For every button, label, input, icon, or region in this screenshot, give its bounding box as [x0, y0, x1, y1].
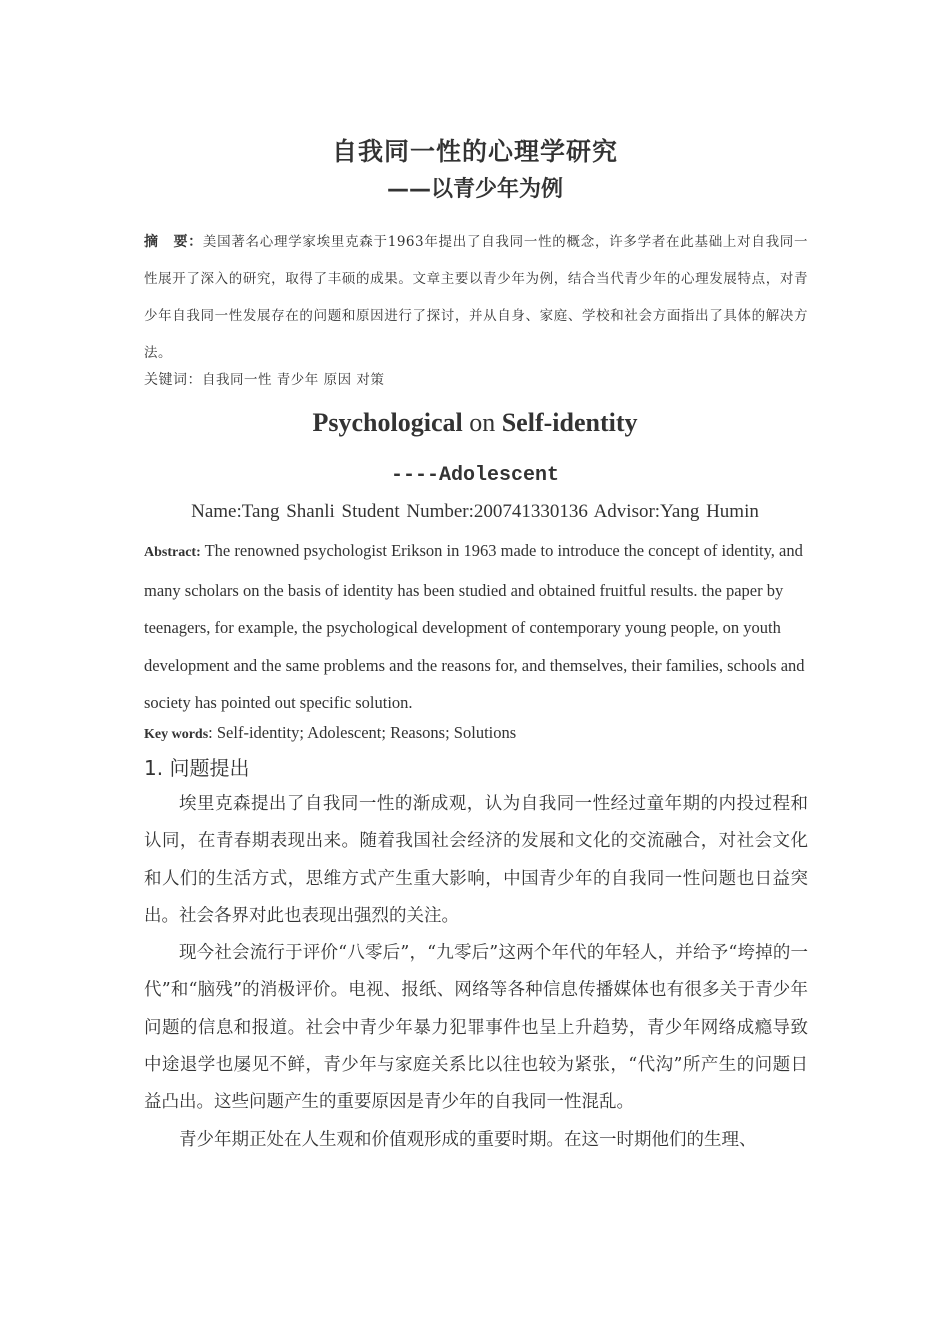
section-heading: 1. 问题提出 [144, 756, 250, 780]
english-keywords [144, 720, 808, 748]
english-subtitle: ----Adolescent [390, 464, 560, 487]
english-title-part1: Psychological [312, 408, 463, 437]
chinese-subtitle: ——以青少年为例 [386, 177, 563, 202]
chinese-abstract [144, 224, 808, 372]
chinese-abstract-label: 摘 要： [144, 234, 203, 250]
english-abstract-text: The renowned psychologist Erikson in 1963 made to introduce the concept of identity, and many scholars on the basis of identity has been studied and obtained fruitful results. the paper by teenagers, for example, the psychological development of contemporary young people, on youth development and the same problems and the reasons for, and themselves, their families, schools and society has pointed out specific solution. [144, 541, 805, 712]
body-paragraph-1: 埃里克森提出了自我同一性的渐成观，认为自我同一性经过童年期的内投过程和认同，在青春期表现出来。随着我国社会经济的发展和文化的交流融合，对社会文化和人们的生活方式，思维方式产生重大影响，中国青少年的自我同一性问题也日益突出。社会各界对此也表现出强烈的关注。 [144, 794, 808, 926]
chinese-keywords-label: 关键词： [144, 372, 202, 388]
english-title-part2: on [462, 408, 502, 437]
english-abstract [144, 532, 808, 722]
chinese-keywords [144, 366, 808, 394]
chinese-abstract-text: 美国著名心理学家埃里克森于1963年提出了自我同一性的概念，许多学者在此基础上对自我同一性展开了深入的研究，取得了丰硕的成果。文章主要以青少年为例，结合当代青少年的心理发展特点，对青少年自我同一性发展存在的问题和原因进行了探讨，并从自身、家庭、学校和社会方面指出了具体的解决方法。 [144, 234, 809, 361]
chinese-title: 自我同一性的心理学研究 [331, 137, 618, 166]
body-paragraph-3: 青少年期正处在人生观和价值观形成的重要时期。在这一时期他们的生理、 [179, 1129, 757, 1150]
english-abstract-label: Abstract: [144, 545, 201, 560]
english-title-part3: Self-identity [501, 408, 638, 437]
author-info-line: Name:Tang Shanli Student Number:200741330136 Advisor:Yang Humin [191, 501, 759, 522]
chinese-keywords-text: 自我同一性 青少年 原因 对策 [202, 372, 385, 388]
english-title [0, 408, 950, 438]
body-paragraph-2: 现今社会流行于评价“八零后”，“九零后”这两个年代的年轻人，并给予“垮掉的一代”和“脑残”的消极评价。电视、报纸、网络等各种信息传播媒体也有很多关于青少年问题的信息和报道。社会中青少年暴力犯罪事件也呈上升趋势，青少年网络成瘾导致中途退学也屡见不鲜，青少年与家庭关系比以往也较为紧张，“代沟”所产生的问题日益凸出。这些问题产生的重要原因是青少年的自我同一性混乱。 [144, 943, 808, 1113]
english-keywords-text: : Self-identity; Adolescent; Reasons; Solutions [208, 723, 517, 742]
section-body [144, 786, 808, 1159]
english-keywords-label: Key words [144, 727, 209, 742]
